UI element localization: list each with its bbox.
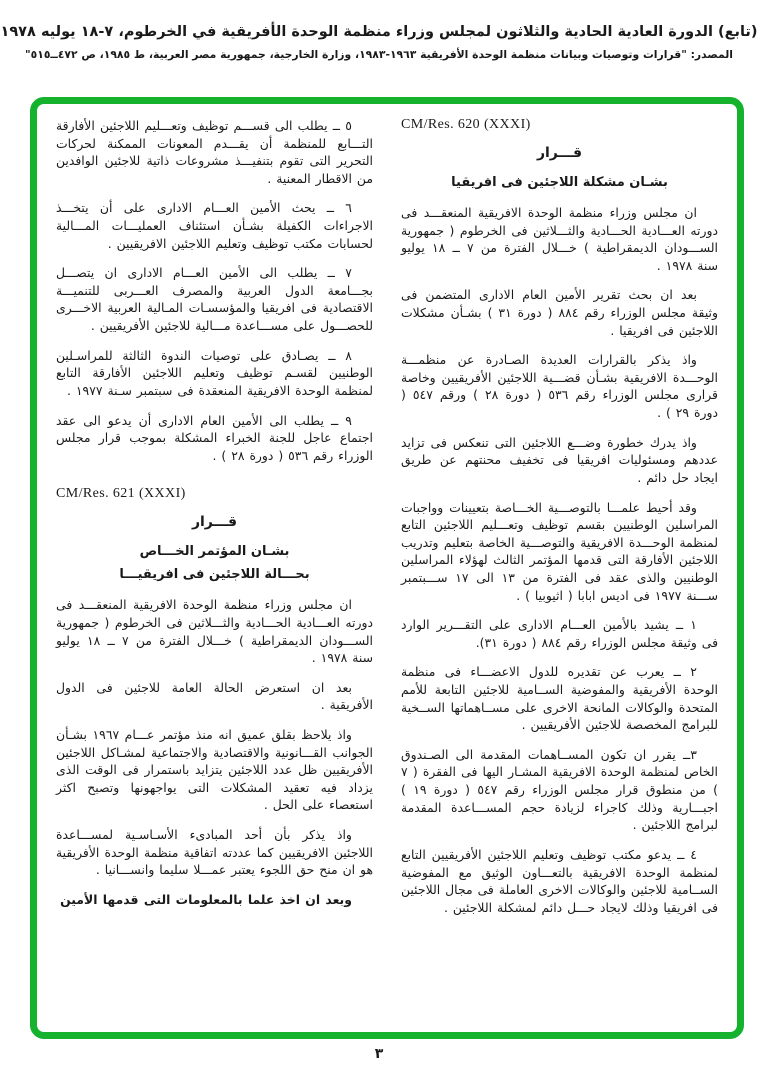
res620-operative-item: ٣ــ يقرر ان تكون المســاهمات المقدمة الى الصـندوق الخاص لمنظمة الوحدة الافريقية المشـار اليها فى الفقرة ( ٧ ) من منطوق قرار مجلس الوزراء رقم ٥٤٧ ( دورة ١٩ ) اجبـــارية وذلك كاجراء لزيادة حجم المســـاعدة المقدمة لبرامج اللاجئين . (401, 746, 718, 833)
res620-operative-item: ١ ــ يشيد بالأمين العـــام الادارى على التقـــرير الوارد فى وثيقة مجلس الوزراء رقم ٨٨٤ ( دورة ٣١). (401, 617, 718, 650)
page-content (30, 97, 744, 1039)
res621-paragraph: وبعد ان اخذ علما بالمعلومات التى قدمها الأمين (60, 891, 352, 907)
res620-operative-item: ٦ ــ يحث الأمين العـــام الادارى على أن يتخـــذ الاجراءات الكفيلة بشـأن استئناف العمليـــات المـــالية لحسابات مكتب توظيف وتعليم اللاجئين الافريقيين . (56, 200, 373, 251)
res620-paragraph: واذ يدرك خطورة وضـــع اللاجئين التى تنعكس فى تزايد عددهم ومسئوليات افريقيا فى تخفيف محنتهم عن طريق ايجاد حل دائم . (401, 434, 718, 485)
res620-operative-item: ٩ ــ يطلب الى الأمين العام الادارى أن يدعو الى عقد اجتماع عاجل للجنة الخبراء المشكلة بموجب قرار مجلس الوزراء رقم ٥٣٦ ( دورة ٢٨ ) . (56, 412, 373, 463)
resolution-621-subject-line2: بحـــالة اللاجئين فى افريقيـــا (119, 567, 310, 583)
resolution-621-section (56, 486, 373, 908)
resolution-620-heading: قـــرار (536, 145, 583, 161)
res620-paragraph: وقد أحيط علمـــا بالتوصـــية الخـــاصة بتعيينات وواجبات المراسلين الوطنيين بقسم توظيف وتعـــليم اللاجئين التابع لمنظمة الوحـــدة الافريقية والتوصـــية الخاصة بتعليم وتدريب اللاجئين الأفارقة التى قدمها المؤتمر الثالث لهؤلاء المراسلين الوطنيين والذى عقد فى الفترة من ١٣ الى ١٧ ســـبتمبر ســـنة ١٩٧٧ فى اديس ابابا ( اثيوبيا ) . (401, 499, 718, 603)
res620-operative-item: ٧ ــ يطلب الى الأمين العـــام الادارى ان يتصـــل بجـــامعة الدول العربية والمصرف العـــربى للتنميـــة الاقتصادية فى افريقيا والمؤسسـات المـالية العربية الاخـــرى للحصـــول على مســـاعدة مـــالية للاجئين الأفريقيين . (56, 265, 373, 334)
document-header (0, 24, 758, 61)
column-right (401, 117, 718, 1029)
res620-paragraph: واذ يذكر بالقرارات العديدة الصـادرة عن منظمـــة الوحـــدة الافريقية بشـأن قضـــية اللاجئين الأفريقيين وخاصة قرارى مجلس الوزراء رقم ٥٣٦ ( دورة ٢٨ ) ورقم ٥٤٧ ( دورة ٢٩ ) . (401, 352, 718, 421)
res620-paragraph: ان مجلس وزراء منظمة الوحدة الافريقية المنعقـــد فى دورته العـــادية الحـــادية والثـــلاثين فى الخرطوم ( جمهورية الســـودان الديمقراطية ) خـــلال الفترة من ٧ ــ ١٨ يوليو سنة ١٩٧٨ . (401, 205, 718, 273)
res620-operative-item: ٤ ــ يدعو مكتب توظيف وتعليم اللاجئين الأفريقيين التابع لمنظمة الوحدة الافريقية بالتعـــاون الوثيق مع المفوضية الســامية للاجئين والوكالات الاخرى العاملة فى مجال اللاجئين فى افريقيا وذلك لايجاد حـــل دائم لمشكلة اللاجئين . (401, 846, 718, 915)
res621-paragraph: واذ يلاحظ بقلق عميق انه منذ مؤتمر عـــام ١٩٦٧ بشـأن الجوانب القـــانونية والاقتصادية والاجتماعية لمشـاكل اللاجئين الأفريقيين ظل عدد اللاجئين يتزايد باستمرار فى الوقت الذى يزداد فيه تعقيد المشكلات التى يواجهونها وتصبح اكثر استعصاء على الحل . (56, 727, 373, 813)
res620-operative-item: ٢ ــ يعرب عن تقديره للدول الاعضـــاء فى منظمة الوحدة الأفريقية والمفوضية الســامية للاجئين التابعة للأمم المتحدة والوكالات المانحة الاخرى على مســاهماتها الســخية للبرامج المخصصة للاجئين الأفريقيين . (401, 664, 718, 733)
source-citation: المصدر: "قرارات وتوصيات وبيانات منظمة الوحدة الأفريقية ١٩٦٣-١٩٨٣، وزارة الخارجية، جمهورية مصر العربية، ط ١٩٨٥، ص ٤٧٢ــ٥١٥" (25, 48, 733, 61)
resolution-620-subject: بشـان مشكلة اللاجئين فى افريقيا (451, 175, 668, 190)
res620-operative-item: ٥ ــ يطلب الى قســـم توظيف وتعـــليم اللاجئين الأفارقة التـــابع للمنظمة أن يقـــدم المعونات الممكنة لحركات التحرير التى تقوم بتنفيـــذ مشروعات ذاتية للاجئين الوافدين من الاقطار المعنية . (56, 118, 373, 186)
resolution-620-code: CM/Res. 620 (XXXI) (401, 117, 531, 132)
session-title: (تابع) الدورة العادية الحادية والثلاثون لمجلس وزراء منظمة الوحدة الأفريقية في الخرطوم، ٧-١٨ يوليه ١٩٧٨ (0, 24, 758, 40)
column-left (56, 117, 373, 1029)
resolution-621-subject-line1: بشـان المؤتمر الخـــاص (139, 544, 290, 560)
res621-paragraph: بعد ان استعرض الحالة العامة للاجئين فى الدول الأفريقية . (56, 679, 373, 713)
res620-operative-item: ٨ ــ يصـادق على توصيات الندوة الثالثة للمراسـلين الوطنيين لقسـم توظيف وتعليم اللاجئين الأفارقة التابع لمنظمة الوحدة الافريقية المنعقدة فى سبتمبر سـنة ١٩٧٧ . (56, 347, 373, 398)
resolution-621-code: CM/Res. 621 (XXXI) (56, 486, 186, 502)
res620-paragraph: بعد ان بحث تقرير الأمين العام الادارى المتضمن فى وثيقة مجلس الوزراء رقم ٨٨٤ ( دورة ٣١ ) بشـأن مشكلات اللاجئين فى افريقيا . (401, 287, 718, 338)
page-number: ٣ (374, 1046, 384, 1062)
resolution-621-heading: قـــرار (191, 514, 238, 531)
res621-paragraph: واذ يذكر بأن أحد المبادىء الأسـاسـية لمســـاعدة اللاجئين الافريقيين كما عددته اتفاقية منظمة الوحدة الأفريقية هو ان منح حق اللجوء يعتبر عمـــلا سليما وانســـانيا . (56, 827, 373, 878)
res621-paragraph: ان مجلس وزراء منظمة الوحدة الافريقية المنعقـــد فى دورته العـــادية الحـــادية والثـــلاثين فى الخرطوم ( جمهورية الســـودان الديمقراطية ) خـــلال الفترة من ٧ ــ ١٨ يوليو سنة ١٩٧٨ . (56, 597, 373, 666)
